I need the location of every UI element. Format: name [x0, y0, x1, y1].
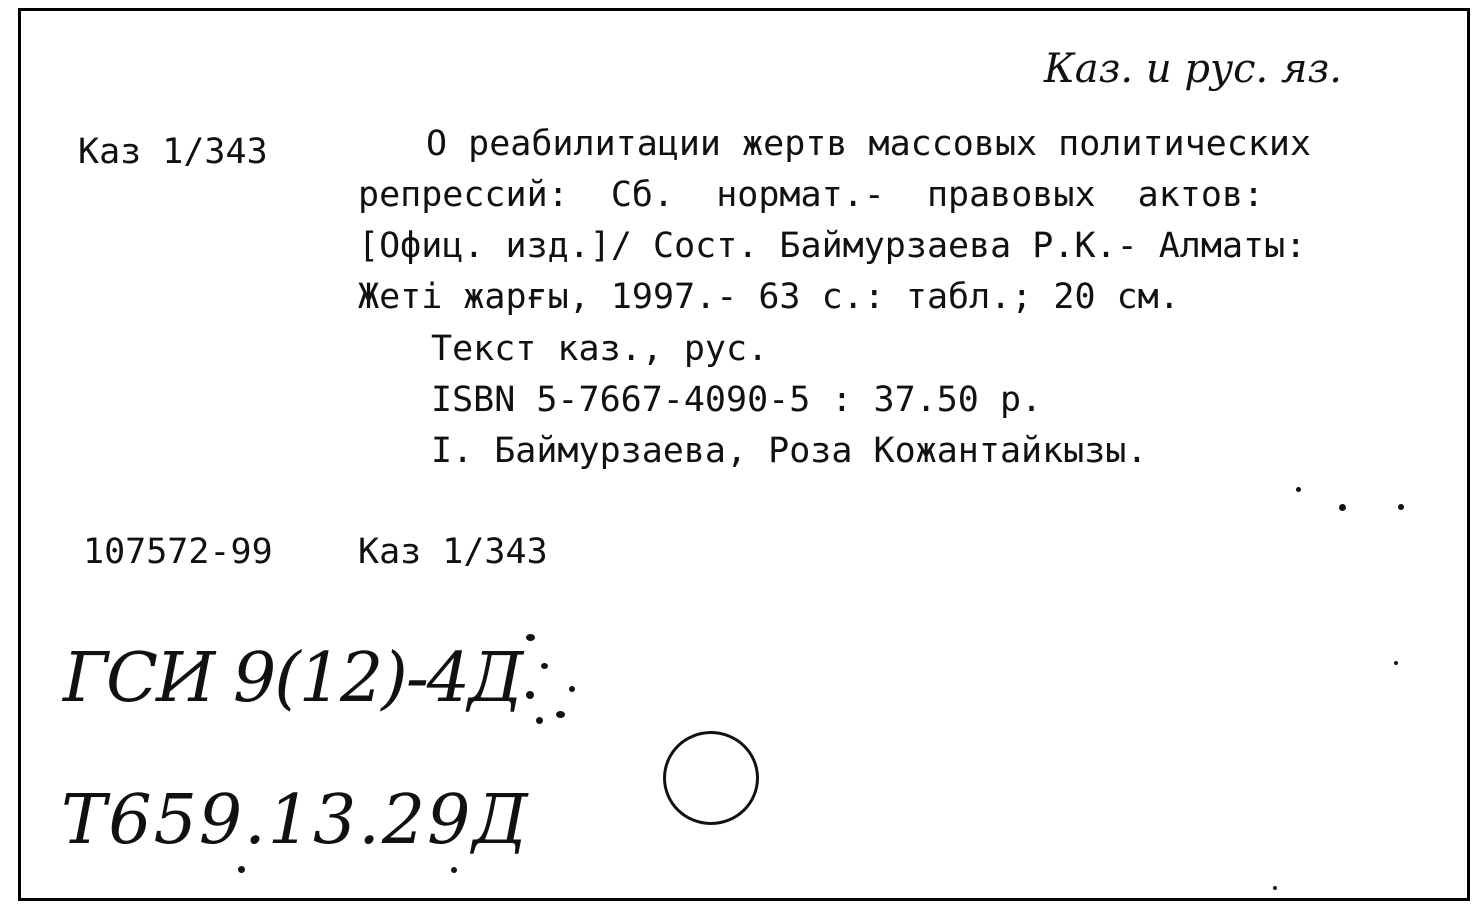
handwritten-classification-2: Т659.13.29Д [61, 781, 530, 860]
handwritten-language-note: Каз. и рус. яз. [1043, 46, 1342, 92]
language-note: Текст каз., рус. [431, 329, 769, 369]
speck-mark [1273, 886, 1277, 890]
speck-mark [526, 691, 534, 699]
speck-mark [541, 663, 548, 669]
speck-mark [1394, 661, 1398, 665]
speck-mark [1296, 487, 1301, 492]
added-entry: I. Баймурзаева, Роза Кожантайкызы. [431, 431, 1148, 471]
speck-mark [238, 866, 245, 873]
speck-mark [556, 711, 565, 718]
speck-mark [1398, 504, 1404, 510]
circle-stamp-mark [663, 731, 759, 825]
isbn-price: ISBN 5-7667-4090-5 : 37.50 р. [431, 380, 1043, 420]
title-line-1: О реабилитации жертв массовых политических [426, 124, 1312, 164]
inventory-number: 107572-99 [83, 532, 273, 572]
imprint-line: Жеті жарғы, 1997.- 63 с.: табл.; 20 см. [358, 277, 1180, 317]
title-line-3: [Офиц. изд.]/ Сост. Баймурзаева Р.К.- Алматы: [358, 226, 1307, 266]
handwritten-classification-1: ГСИ 9(12)-4Д [63, 639, 522, 718]
speck-mark [1339, 504, 1346, 511]
title-line-2: репрессий: Сб. нормат.- правовых актов: [358, 175, 1265, 215]
speck-mark [569, 686, 575, 692]
shelf-mark: Каз 1/343 [78, 132, 268, 172]
speck-mark [536, 717, 543, 724]
speck-mark [526, 634, 535, 641]
shelf-mark-repeat: Каз 1/343 [358, 532, 548, 572]
speck-mark [451, 867, 457, 873]
catalog-card [18, 8, 1470, 901]
